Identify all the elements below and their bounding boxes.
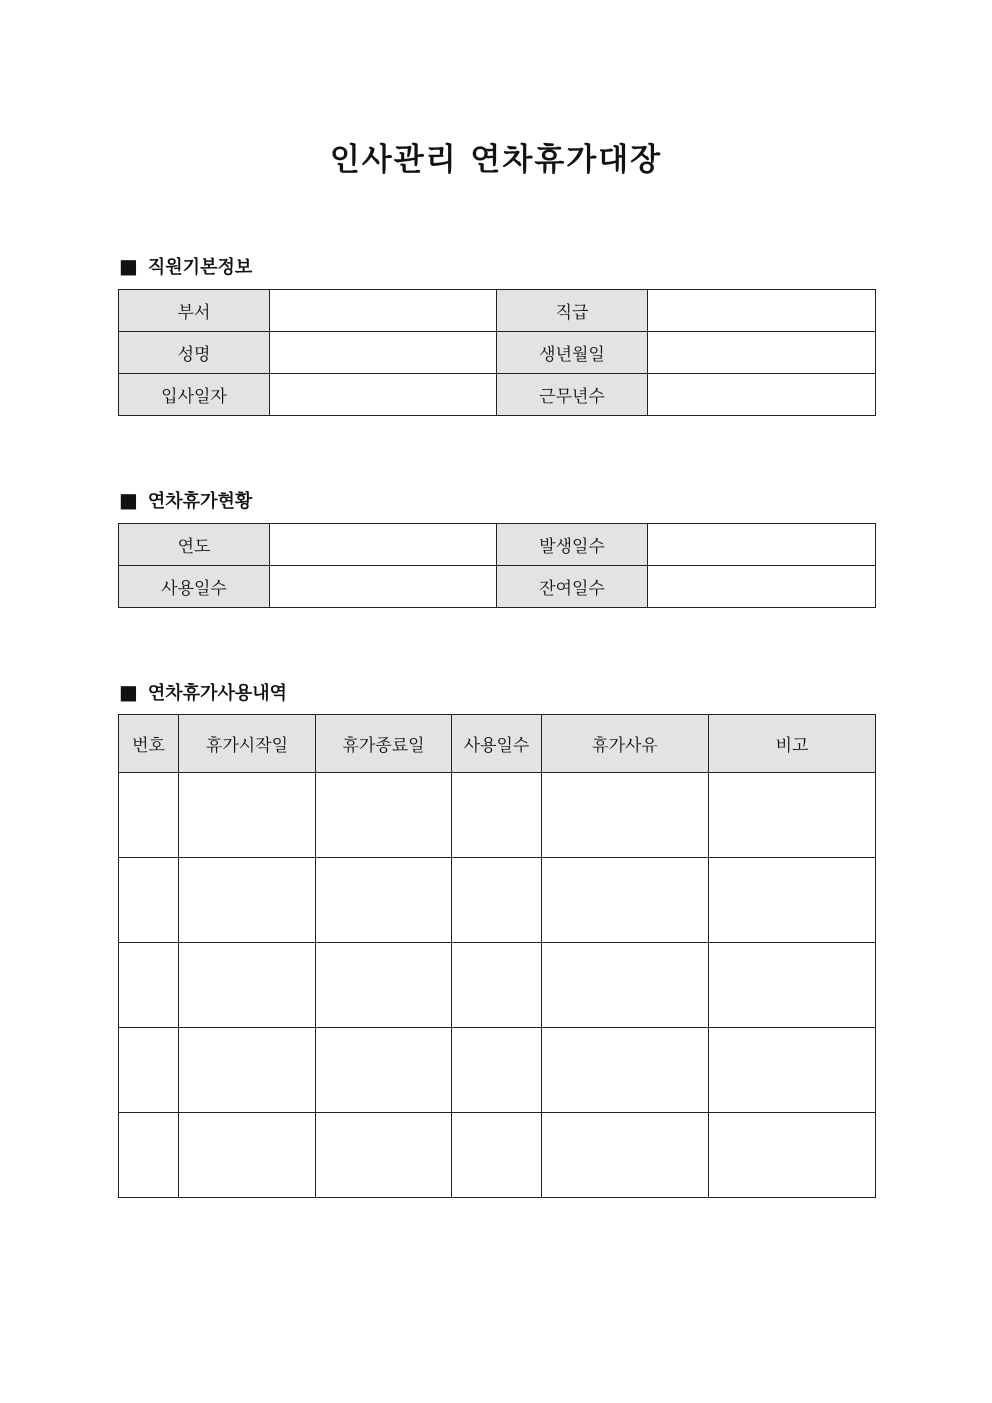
remaining-days-value-cell[interactable]: [648, 566, 876, 608]
table-cell[interactable]: [542, 1113, 709, 1198]
column-header: 휴가시작일: [179, 715, 316, 773]
table-cell[interactable]: [709, 1028, 876, 1113]
birthdate-value-cell[interactable]: [648, 332, 876, 374]
table-cell[interactable]: [452, 1113, 542, 1198]
table-row: [119, 1028, 876, 1113]
employee-info-table: [118, 289, 876, 416]
field-label: 발생일수: [497, 524, 648, 566]
table-row: [119, 773, 876, 858]
table-cell[interactable]: [316, 1113, 452, 1198]
table-cell[interactable]: [179, 943, 316, 1028]
table-row: [119, 566, 876, 608]
field-label: 직급: [497, 290, 648, 332]
table-cell[interactable]: [119, 1113, 179, 1198]
table-cell[interactable]: [179, 1113, 316, 1198]
table-cell[interactable]: [709, 858, 876, 943]
table-row: [119, 858, 876, 943]
accrued-days-value-cell[interactable]: [648, 524, 876, 566]
column-header: 사용일수: [452, 715, 542, 773]
field-label: 연도: [119, 524, 270, 566]
square-bullet-icon: ■: [119, 680, 138, 704]
section-title: 직원기본정보: [147, 257, 253, 278]
table-cell[interactable]: [709, 773, 876, 858]
square-bullet-icon: ■: [119, 254, 138, 278]
section-heading-leave-status: [119, 487, 252, 513]
table-cell[interactable]: [179, 858, 316, 943]
table-cell[interactable]: [119, 858, 179, 943]
field-label: 잔여일수: [497, 566, 648, 608]
table-cell[interactable]: [709, 943, 876, 1028]
field-label: 사용일수: [119, 566, 270, 608]
used-days-value-cell[interactable]: [270, 566, 497, 608]
department-value-cell[interactable]: [270, 290, 497, 332]
section-heading-info: [119, 253, 252, 279]
column-header: 휴가사유: [542, 715, 709, 773]
field-label: 생년월일: [497, 332, 648, 374]
table-cell[interactable]: [452, 943, 542, 1028]
table-cell[interactable]: [709, 1113, 876, 1198]
table-cell[interactable]: [542, 858, 709, 943]
field-label: 성명: [119, 332, 270, 374]
document-title: 인사관리 연차휴가대장: [329, 142, 663, 178]
table-cell[interactable]: [119, 943, 179, 1028]
table-cell[interactable]: [452, 1028, 542, 1113]
table-cell[interactable]: [542, 1028, 709, 1113]
table-cell[interactable]: [316, 858, 452, 943]
years-of-service-value-cell[interactable]: [648, 374, 876, 416]
table-cell[interactable]: [179, 773, 316, 858]
column-header: 휴가종료일: [316, 715, 452, 773]
table-cell[interactable]: [452, 858, 542, 943]
year-value-cell[interactable]: [270, 524, 497, 566]
table-cell[interactable]: [119, 773, 179, 858]
table-cell[interactable]: [542, 943, 709, 1028]
table-row: [119, 943, 876, 1028]
name-value-cell[interactable]: [270, 332, 497, 374]
table-cell[interactable]: [179, 1028, 316, 1113]
hire-date-value-cell[interactable]: [270, 374, 497, 416]
column-header: 번호: [119, 715, 179, 773]
table-row: [119, 290, 876, 332]
table-row: [119, 524, 876, 566]
leave-usage-table: [118, 714, 876, 1198]
column-header: 비고: [709, 715, 876, 773]
field-label: 근무년수: [497, 374, 648, 416]
table-cell[interactable]: [452, 773, 542, 858]
section-title: 연차휴가사용내역: [147, 683, 288, 704]
table-row: [119, 1113, 876, 1198]
table-cell[interactable]: [542, 773, 709, 858]
table-cell[interactable]: [316, 773, 452, 858]
table-cell[interactable]: [119, 1028, 179, 1113]
table-cell[interactable]: [316, 1028, 452, 1113]
table-header-row: [119, 715, 876, 773]
section-heading-usage-history: [119, 679, 287, 705]
field-label: 부서: [119, 290, 270, 332]
leave-status-table: [118, 523, 876, 608]
table-row: [119, 374, 876, 416]
table-row: [119, 332, 876, 374]
section-title: 연차휴가현황: [147, 491, 253, 512]
position-value-cell[interactable]: [648, 290, 876, 332]
table-cell[interactable]: [316, 943, 452, 1028]
field-label: 입사일자: [119, 374, 270, 416]
square-bullet-icon: ■: [119, 488, 138, 512]
